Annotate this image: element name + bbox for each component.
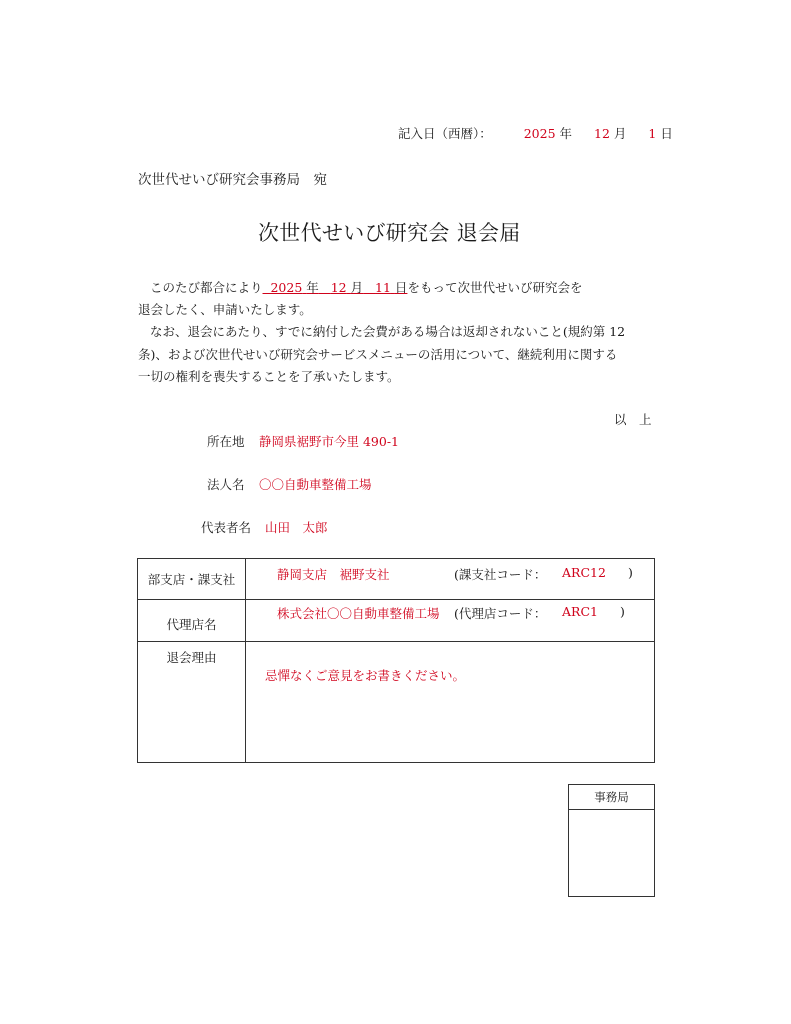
withdraw-month[interactable]: 12 (330, 280, 347, 295)
reason-row (138, 642, 655, 763)
agency-label: 代理店名 (138, 600, 246, 642)
entry-date-year-unit: 年 (559, 126, 573, 141)
entry-date-day[interactable]: 1 (648, 126, 657, 141)
entry-date-year[interactable]: 2025 (523, 126, 556, 141)
rep-label: 代表者名 (201, 520, 252, 535)
agency-cell[interactable] (246, 600, 655, 642)
agency-code-label: (代理店コード： (454, 606, 547, 621)
page-title: 次世代せいび研究会 退会届 (258, 221, 521, 245)
agency-row (138, 600, 655, 642)
body-line1-suffix: をもって次世代せいび研究会を (407, 280, 583, 295)
reason-label: 退会理由 (138, 642, 246, 763)
branch-code-close: ) (628, 565, 633, 580)
entry-date-month[interactable]: 12 (594, 126, 610, 141)
address-label: 所在地 (207, 434, 245, 449)
office-use-box (568, 784, 655, 897)
branch-row (138, 559, 655, 600)
withdraw-day-unit: 日 (394, 280, 408, 295)
body-line-5: 一切の権利を喪失することを了承いたします。 (138, 369, 400, 384)
withdraw-day[interactable]: 11 (375, 280, 391, 295)
entry-date-label: 記入日（西暦）： (398, 126, 492, 141)
agency-code-value[interactable]: ARC1 (562, 604, 598, 619)
reason-value[interactable]: 忌憚なくご意見をお書きください。 (265, 668, 466, 683)
body-line-4: 条)、および次世代せいび研究会サービスメニューの活用について、継続利用に関する (138, 347, 618, 362)
membership-table (137, 558, 655, 763)
withdraw-year-unit: 年 (306, 280, 319, 295)
branch-code-label: (課支社コード： (454, 567, 547, 582)
branch-code-value[interactable]: ARC12 (562, 565, 606, 580)
withdraw-month-unit: 月 (350, 280, 364, 295)
agency-value[interactable]: 株式会社〇〇自動車整備工場 (277, 606, 440, 621)
reason-cell[interactable] (246, 642, 655, 763)
entry-date-day-unit: 日 (660, 126, 673, 141)
branch-value[interactable]: 静岡支店 裾野支社 (277, 567, 390, 582)
entry-date-month-unit: 月 (613, 126, 627, 141)
rep-value[interactable]: 山田 太郎 (265, 520, 328, 535)
office-use-label: 事務局 (569, 785, 654, 810)
body-line-1 (150, 278, 582, 296)
body-line-3: なお、退会にあたり、すでに納付した会費がある場合は返却されないこと(規約第 12 (150, 324, 626, 339)
body-line1-prefix: このたび都合により (150, 280, 263, 295)
company-label: 法人名 (207, 477, 245, 492)
agency-code-close: ) (620, 604, 625, 619)
addressee: 次世代せいび研究会事務局 宛 (138, 172, 327, 188)
company-value[interactable]: 〇〇自動車整備工場 (259, 477, 372, 492)
withdraw-year[interactable]: 2025 (270, 280, 303, 295)
branch-cell[interactable] (246, 559, 655, 600)
address-value[interactable]: 静岡県裾野市今里 490-1 (259, 434, 400, 449)
entry-date (398, 124, 673, 142)
closing-mark: 以 上 (614, 412, 652, 427)
withdraw-date[interactable] (263, 280, 408, 295)
branch-label: 部支店・課支社 (138, 559, 246, 600)
body-line-2: 退会したく、申請いたします。 (138, 302, 312, 317)
